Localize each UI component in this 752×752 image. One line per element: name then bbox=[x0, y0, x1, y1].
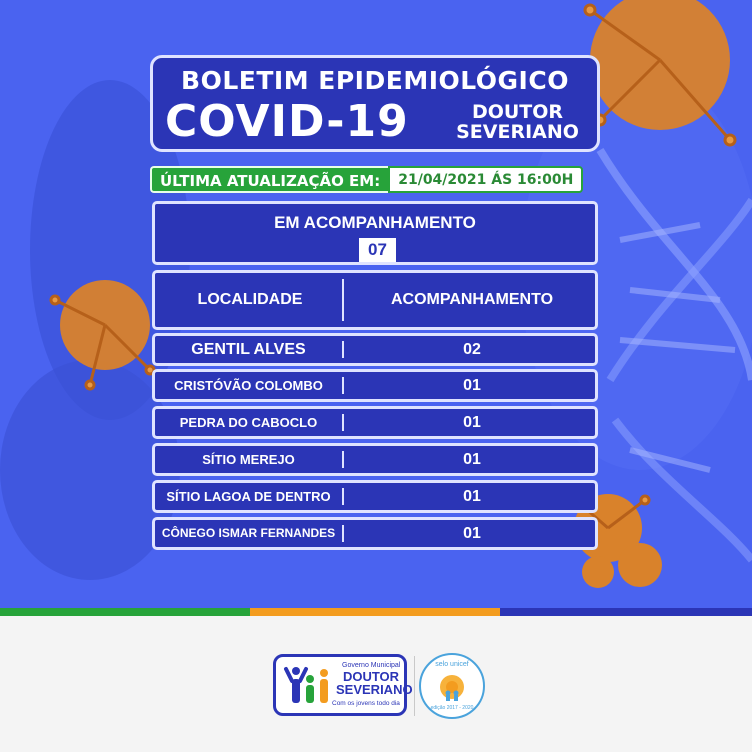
row-acompanhamento: 01 bbox=[463, 451, 481, 468]
column-divider bbox=[342, 414, 344, 431]
column-header-acompanhamento: ACOMPANHAMENTO bbox=[390, 291, 554, 308]
family-logo-icon bbox=[280, 663, 334, 709]
city-line-2: SEVERIANO bbox=[456, 121, 579, 143]
row-acompanhamento: 01 bbox=[463, 525, 481, 542]
monitoring-value: 07 bbox=[359, 238, 396, 262]
footer-stripe-orange bbox=[250, 608, 500, 616]
logo-city-line-1: DOUTOR bbox=[342, 669, 400, 684]
row-acompanhamento: 02 bbox=[463, 341, 481, 358]
monitoring-label: EM ACOMPANHAMENTO bbox=[274, 213, 476, 232]
table-row bbox=[152, 333, 598, 366]
unicef-seal bbox=[419, 653, 485, 719]
monitoring-total-box bbox=[152, 201, 598, 265]
row-acompanhamento: 01 bbox=[463, 377, 481, 394]
bulletin-title-box bbox=[150, 55, 600, 152]
column-divider bbox=[342, 488, 344, 505]
last-update-value: 21/04/2021 ÁS 16:00H bbox=[388, 166, 583, 193]
table-row bbox=[152, 517, 598, 550]
row-localidade: PEDRA DO CABOCLO bbox=[179, 415, 318, 430]
footer-stripe-green bbox=[0, 608, 250, 616]
unicef-seal-icon bbox=[436, 673, 468, 703]
seal-edition-text: edição 2017 - 2020 bbox=[430, 705, 474, 711]
column-divider bbox=[342, 279, 344, 321]
column-header-localidade: LOCALIDADE bbox=[197, 291, 303, 308]
row-localidade: CRISTÓVÃO COLOMBO bbox=[174, 378, 323, 393]
city-title bbox=[445, 102, 590, 142]
footer-stripe-blue bbox=[500, 608, 752, 616]
table-row bbox=[152, 406, 598, 439]
row-acompanhamento: 01 bbox=[463, 488, 481, 505]
table-row bbox=[152, 480, 598, 513]
row-localidade: SÍTIO MEREJO bbox=[202, 452, 295, 467]
column-divider bbox=[342, 341, 344, 358]
row-localidade: SÍTIO LAGOA DE DENTRO bbox=[166, 489, 331, 504]
table-header bbox=[152, 270, 598, 330]
seal-top-text: selo unicef bbox=[435, 661, 469, 668]
covid-title: COVID-19 bbox=[165, 96, 409, 147]
last-update-label: ÚLTIMA ATUALIZAÇÃO EM: bbox=[150, 166, 388, 193]
logo-government-label: Governo Municipal bbox=[342, 662, 401, 669]
municipal-government-logo bbox=[273, 654, 413, 716]
row-localidade: CÔNEGO ISMAR FERNANDES bbox=[161, 526, 336, 540]
bulletin-title: BOLETIM EPIDEMIOLÓGICO bbox=[181, 66, 569, 95]
city-line-1: DOUTOR bbox=[471, 101, 564, 123]
column-divider bbox=[342, 525, 344, 542]
logo-city-name bbox=[336, 669, 413, 697]
row-localidade: GENTIL ALVES bbox=[191, 341, 306, 358]
logo-city-line-2: SEVERIANO bbox=[336, 682, 413, 697]
column-divider bbox=[342, 451, 344, 468]
last-update-bar bbox=[150, 166, 583, 193]
logo-tagline: Com os jovens todo dia bbox=[332, 700, 400, 707]
table-row bbox=[152, 369, 598, 402]
footer-divider bbox=[414, 656, 415, 716]
row-acompanhamento: 01 bbox=[463, 414, 481, 431]
table-row bbox=[152, 443, 598, 476]
column-divider bbox=[342, 377, 344, 394]
